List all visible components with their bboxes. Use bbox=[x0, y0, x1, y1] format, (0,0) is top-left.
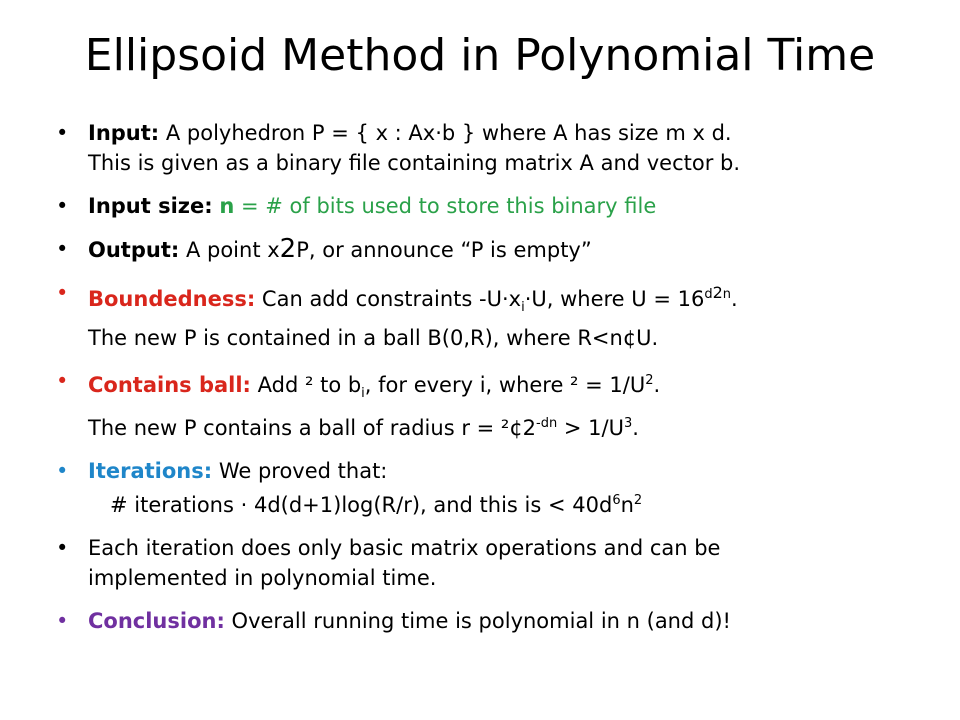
period: . bbox=[653, 373, 661, 398]
bullet-list bbox=[56, 118, 936, 649]
bullet-text: Each iteration does only basic matrix operations and can be bbox=[88, 536, 721, 561]
bullet-label: Conclusion: bbox=[88, 609, 225, 634]
bullet-conclusion bbox=[56, 606, 936, 636]
subscript: i bbox=[521, 300, 525, 316]
bullet-text-cont: ·U, where U = 16 bbox=[524, 287, 705, 311]
bullet-text: A point x bbox=[185, 238, 280, 262]
period: . bbox=[731, 287, 738, 311]
bullet-text-cont: , for every i, where ² = 1/U bbox=[364, 373, 646, 398]
bullet-marker: • bbox=[56, 369, 69, 394]
bullet-boundedness bbox=[56, 278, 936, 353]
bullet-label: Iterations: bbox=[88, 459, 213, 484]
subscript: i bbox=[361, 386, 365, 402]
bullet-contains-ball bbox=[56, 366, 936, 443]
bullet-each-iteration bbox=[56, 533, 936, 593]
bullet-text: Can add constraints -U·x bbox=[261, 287, 522, 311]
bullet-label: Boundedness: bbox=[88, 287, 256, 311]
bullet-text: We proved that: bbox=[218, 459, 388, 484]
bullet-text-line2: This is given as a binary file containing matrix A and vector b. bbox=[88, 151, 741, 175]
bullet-marker: • bbox=[56, 194, 69, 218]
bullet-output bbox=[56, 234, 936, 265]
bullet-text-cont: P, or announce “P is empty” bbox=[296, 238, 592, 262]
superscript: 2 bbox=[645, 373, 654, 389]
slide-title: Ellipsoid Method in Polynomial Time bbox=[84, 30, 876, 81]
bullet-label: Input size: bbox=[88, 194, 213, 218]
bullet-marker: • bbox=[56, 237, 69, 261]
bullet-text: Overall running time is polynomial in n (and d)! bbox=[231, 609, 731, 634]
bullet-text-line2: The new P contains a ball of radius $r = ^2¢2^{-dn} > 1/U^3$. bbox=[88, 416, 639, 441]
bullet-input-size bbox=[56, 191, 936, 221]
bullet-text-line2: implemented in polynomial time. bbox=[88, 566, 437, 591]
bullet-text-line2: The new P is contained in a ball B(0,R), where R<n¢U. bbox=[88, 326, 659, 351]
bullet-marker: • bbox=[56, 459, 69, 484]
bullet-text: = # of bits used to store this binary file bbox=[241, 194, 657, 218]
symbol-glyph: 2 bbox=[279, 234, 297, 264]
bullet-input bbox=[56, 118, 936, 178]
bullet-text: A polyhedron P = { x : Ax·b } where A has size m x d. bbox=[165, 121, 732, 145]
bullet-marker: • bbox=[56, 609, 69, 634]
bullet-label: Input: bbox=[88, 121, 160, 145]
bullet-text: Add ² to b bbox=[257, 373, 362, 398]
bullet-marker: • bbox=[56, 536, 69, 561]
superscript: d2n bbox=[704, 283, 732, 302]
bullet-marker: • bbox=[56, 281, 69, 305]
bullet-text-line2: # iterations · 4d(d+1)log(R/r), and this is < $40d^6n^2$ bbox=[110, 493, 643, 518]
bullet-label: Output: bbox=[88, 238, 180, 262]
bullet-marker: • bbox=[56, 121, 69, 145]
bullet-iterations bbox=[56, 456, 936, 520]
n-symbol: n bbox=[219, 194, 235, 218]
bullet-label: Contains ball: bbox=[88, 373, 251, 398]
